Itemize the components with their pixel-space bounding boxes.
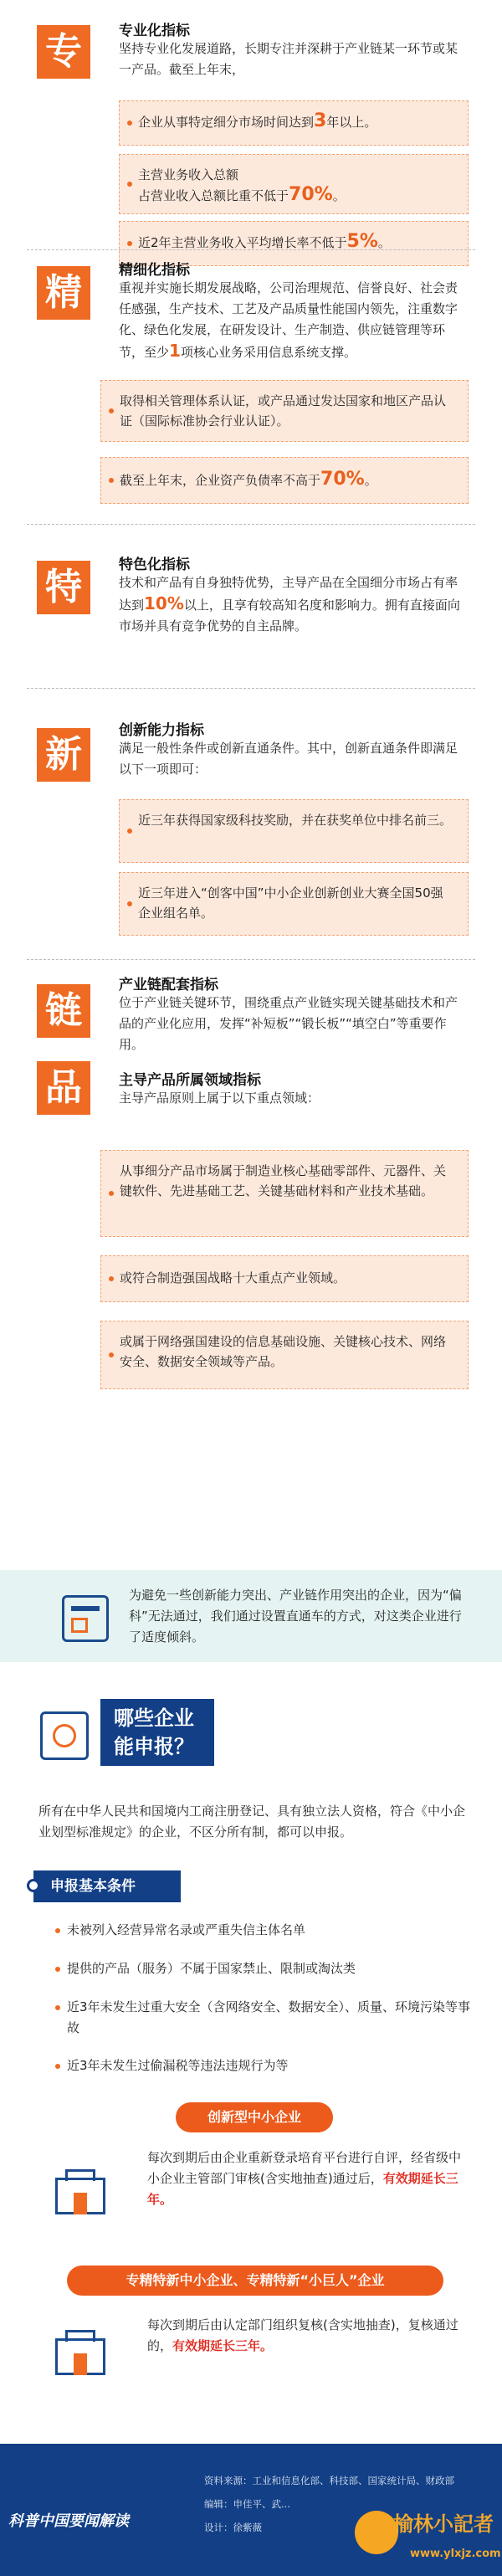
refined-title: 精细化指标: [119, 262, 190, 279]
distinctive-desc: 技术和产品有自身独特优势，主导产品在全国细分市场占有率达到10%以上，且享有较高知名度和影响力。拥有直接面向市场并具有竞争优势的自主品牌。: [119, 575, 460, 634]
specialized-desc: 坚持专业化发展道路，长期专注并深耕于产业链某一环节或某一产品。截至上年末，: [119, 41, 458, 77]
product-char-icon: 品: [37, 1061, 90, 1115]
refined-char-icon: 精: [37, 266, 90, 320]
renew1-text: 每次到期后由企业重新登录培育平台进行自评，经省级中小企业主管部门审核(含实地抽查)通过后，有效期延长三年。: [147, 2150, 462, 2207]
condition-item: 提供的产品（服务）不属于国家禁止、限制或淘汰类: [67, 1958, 477, 1979]
distinctive-title: 特色化指标: [119, 557, 190, 573]
chain-title: 产业链配套指标: [119, 977, 218, 993]
watermark-logo-icon: [355, 2511, 398, 2554]
product-item-1: 从事细分产品市场属于制造业核心基础零部件、元器件、关键软件、先进基础工艺、关键基础材料和产业技术基础。: [100, 1150, 469, 1237]
specialized-char-icon: 专: [37, 25, 90, 79]
innovation-title: 创新能力指标: [119, 722, 204, 739]
apply-title: 哪些企业 能申报？: [100, 1699, 214, 1766]
note-text: 为避免一些创新能力突出、产业链作用突出的企业，因为“偏科”无法通过，我们通过设置直通车的方式，对这类企业进行了适度倾斜。: [129, 1588, 462, 1645]
footer-sources: 资料来源：工业和信息化部、科技部、国家统计局、财政部 编辑：申佳平、武... 设计：徐紫薇: [204, 2475, 454, 2533]
condition-item: 近3年未发生过偷漏税等违法违规行为等: [67, 2055, 477, 2076]
product-desc: 主导产品原则上属于以下重点领域：: [119, 1090, 320, 1106]
divider: [27, 524, 475, 525]
chain-char-icon: 链: [37, 984, 90, 1038]
watermark-text: 榆林小記者: [393, 2512, 494, 2536]
product-item-2: 或符合制造强国战略十大重点产业领域。: [100, 1255, 469, 1302]
apply-desc: 所有在中华人民共和国境内工商注册登记、具有独立法人资格，符合《中小企业划型标准规定》的企业，不区分所有制，都可以申报。: [38, 1804, 466, 1840]
little-giant-pill: 专精特新中小企业、专精特新“小巨人”企业: [67, 2266, 443, 2296]
renew2-text: 每次到期后由认定部门组织复核(含实地抽查)，复核通过的，有效期延长三年。: [147, 2317, 458, 2353]
specialized-item-1: 企业从事特定细分市场时间达到3年以上。: [119, 100, 469, 146]
divider: [27, 959, 475, 960]
basic-conditions-badge: 申报基本条件: [33, 1870, 181, 1902]
refined-desc: 重视并实施长期发展战略，公司治理规范、信誉良好、社会责任感强，生产技术、工艺及产品质量性能国内领先，注重数字化、绿色化发展，在研发设计、生产制造、供应链管理等环节，至少1项核心业务采用信息系统支撑。: [119, 280, 458, 361]
product-item-3: 或属于网络强国建设的信息基础设施、关键核心技术、网络安全、数据安全领域等产品。: [100, 1321, 469, 1389]
innovation-item-2: 近三年进入“创客中国”中小企业创新创业大赛全国50强企业组名单。: [119, 872, 469, 936]
distinctive-char-icon: 特: [37, 561, 90, 614]
watermark-url: www.ylxjz.com: [410, 2548, 501, 2560]
certificate-icon: [40, 1711, 89, 1760]
condition-item: 未被列入经营异常名录或严重失信主体名单: [67, 1920, 477, 1941]
specialized-title: 专业化指标: [119, 23, 190, 39]
innovation-desc: 满足一般性条件或创新直通条件。其中，创新直通条件即满足以下一项即可：: [119, 741, 458, 777]
building-icon: [50, 2330, 110, 2380]
innovative-sme-pill: 创新型中小企业: [176, 2102, 333, 2132]
refined-item-2: 截至上年末，企业资产负债率不高于70%。: [100, 457, 469, 504]
innovation-item-1: 近三年获得国家级科技奖励，并在获奖单位中排名前三。: [119, 799, 469, 863]
building-icon: [50, 2169, 110, 2219]
divider: [27, 688, 475, 689]
innovation-char-icon: 新: [37, 728, 90, 782]
chain-desc: 位于产业链关键环节，围绕重点产业链实现关键基础技术和产品的产业化应用，发挥“补短板”“锻长板”“填空白”等重要作用。: [119, 995, 458, 1052]
footer-logo: 科普中国要闻解读: [8, 2512, 129, 2530]
calculator-icon: [62, 1595, 109, 1642]
divider: [27, 249, 475, 250]
specialized-item-2: 主营业务收入总额 占营业收入总额比重不低于70%。: [119, 154, 469, 214]
condition-item: 近3年未发生过重大安全（含网络安全、数据安全）、质量、环境污染等事故: [67, 1997, 477, 2039]
specialized-item-3: 近2年主营业务收入平均增长率不低于5%。: [119, 221, 469, 266]
product-title: 主导产品所属领域指标: [119, 1072, 261, 1089]
refined-item-1: 取得相关管理体系认证，或产品通过发达国家和地区产品认证（国际标准协会行业认证）。: [100, 380, 469, 442]
